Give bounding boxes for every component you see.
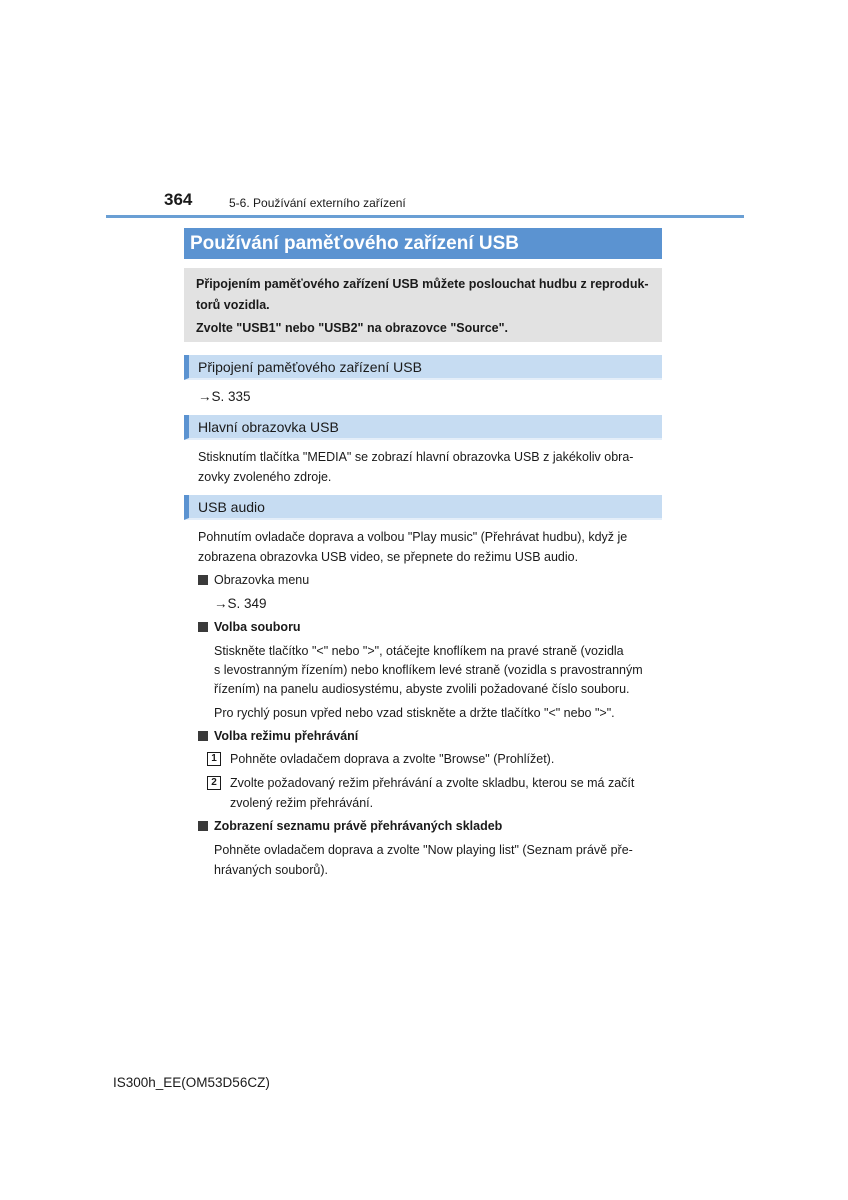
- play-mode-title: Volba režimu přehrávání: [214, 729, 359, 743]
- page-title: Používání paměťového zařízení USB: [184, 228, 662, 259]
- play-mode-step-2-line-2: zvolený režim přehrávání.: [230, 796, 374, 810]
- square-bullet-icon: [198, 575, 208, 585]
- usb-audio-line-2: zobrazena obrazovka USB video, se přepnete do režimu USB audio.: [198, 550, 579, 564]
- now-playing-line-1: Pohněte ovladačem doprava a zvolte "Now playing list" (Seznam právě pře-: [214, 843, 633, 857]
- step-number-1: 1: [207, 752, 221, 766]
- file-selection-title: Volba souboru: [214, 620, 301, 634]
- square-bullet-icon: [198, 622, 208, 632]
- file-selection-line-2: s levostranným řízením) nebo knoflíkem levé straně (vozidla s pravostranným: [214, 663, 643, 677]
- connect-page-reference: →S. 335: [198, 389, 251, 404]
- intro-line-2: torů vozidla.: [196, 298, 270, 312]
- usb-audio-line-1: Pohnutím ovladače doprava a volbou "Play music" (Přehrávat hudbu), když je: [198, 530, 628, 544]
- now-playing-line-2: hrávaných souborů).: [214, 863, 328, 877]
- menu-page-reference: →S. 349: [214, 596, 267, 611]
- play-mode-step-2-line-1: Zvolte požadovaný režim přehrávání a zvolte skladbu, kterou se má začít: [230, 776, 635, 790]
- square-bullet-icon: [198, 731, 208, 741]
- play-mode-step-1: Pohněte ovladačem doprava a zvolte "Browse" (Prohlížet).: [230, 752, 555, 766]
- subheading-usb-audio: USB audio: [184, 495, 662, 520]
- file-selection-line-3: řízením) na panelu audiosystému, abyste zvolili požadované číslo souboru.: [214, 682, 630, 696]
- header-rule: [106, 215, 744, 218]
- subheading-connect-usb: Připojení paměťového zařízení USB: [184, 355, 662, 380]
- subheading-main-screen: Hlavní obrazovka USB: [184, 415, 662, 440]
- section-breadcrumb: 5-6. Používání externího zařízení: [229, 196, 406, 210]
- file-selection-line-4: Pro rychlý posun vpřed nebo vzad stiskněte a držte tlačítko "<" nebo ">".: [214, 706, 615, 720]
- main-screen-line-1: Stisknutím tlačítka "MEDIA" se zobrazí hlavní obrazovka USB z jakékoliv obra-: [198, 450, 634, 464]
- menu-screen-title: Obrazovka menu: [214, 573, 310, 587]
- step-number-2: 2: [207, 776, 221, 790]
- intro-line-3: Zvolte "USB1" nebo "USB2" na obrazovce "Source".: [196, 321, 509, 335]
- document-code: IS300h_EE(OM53D56CZ): [113, 1075, 270, 1090]
- page-number: 364: [164, 190, 193, 209]
- intro-line-1: Připojením paměťového zařízení USB můžete poslouchat hudbu z reproduk-: [196, 277, 649, 291]
- main-screen-line-2: zovky zvoleného zdroje.: [198, 470, 332, 484]
- now-playing-title: Zobrazení seznamu právě přehrávaných skladeb: [214, 819, 503, 833]
- square-bullet-icon: [198, 821, 208, 831]
- intro-box: [184, 268, 662, 342]
- file-selection-line-1: Stiskněte tlačítko "<" nebo ">", otáčejte knoflíkem na pravé straně (vozidla: [214, 644, 624, 658]
